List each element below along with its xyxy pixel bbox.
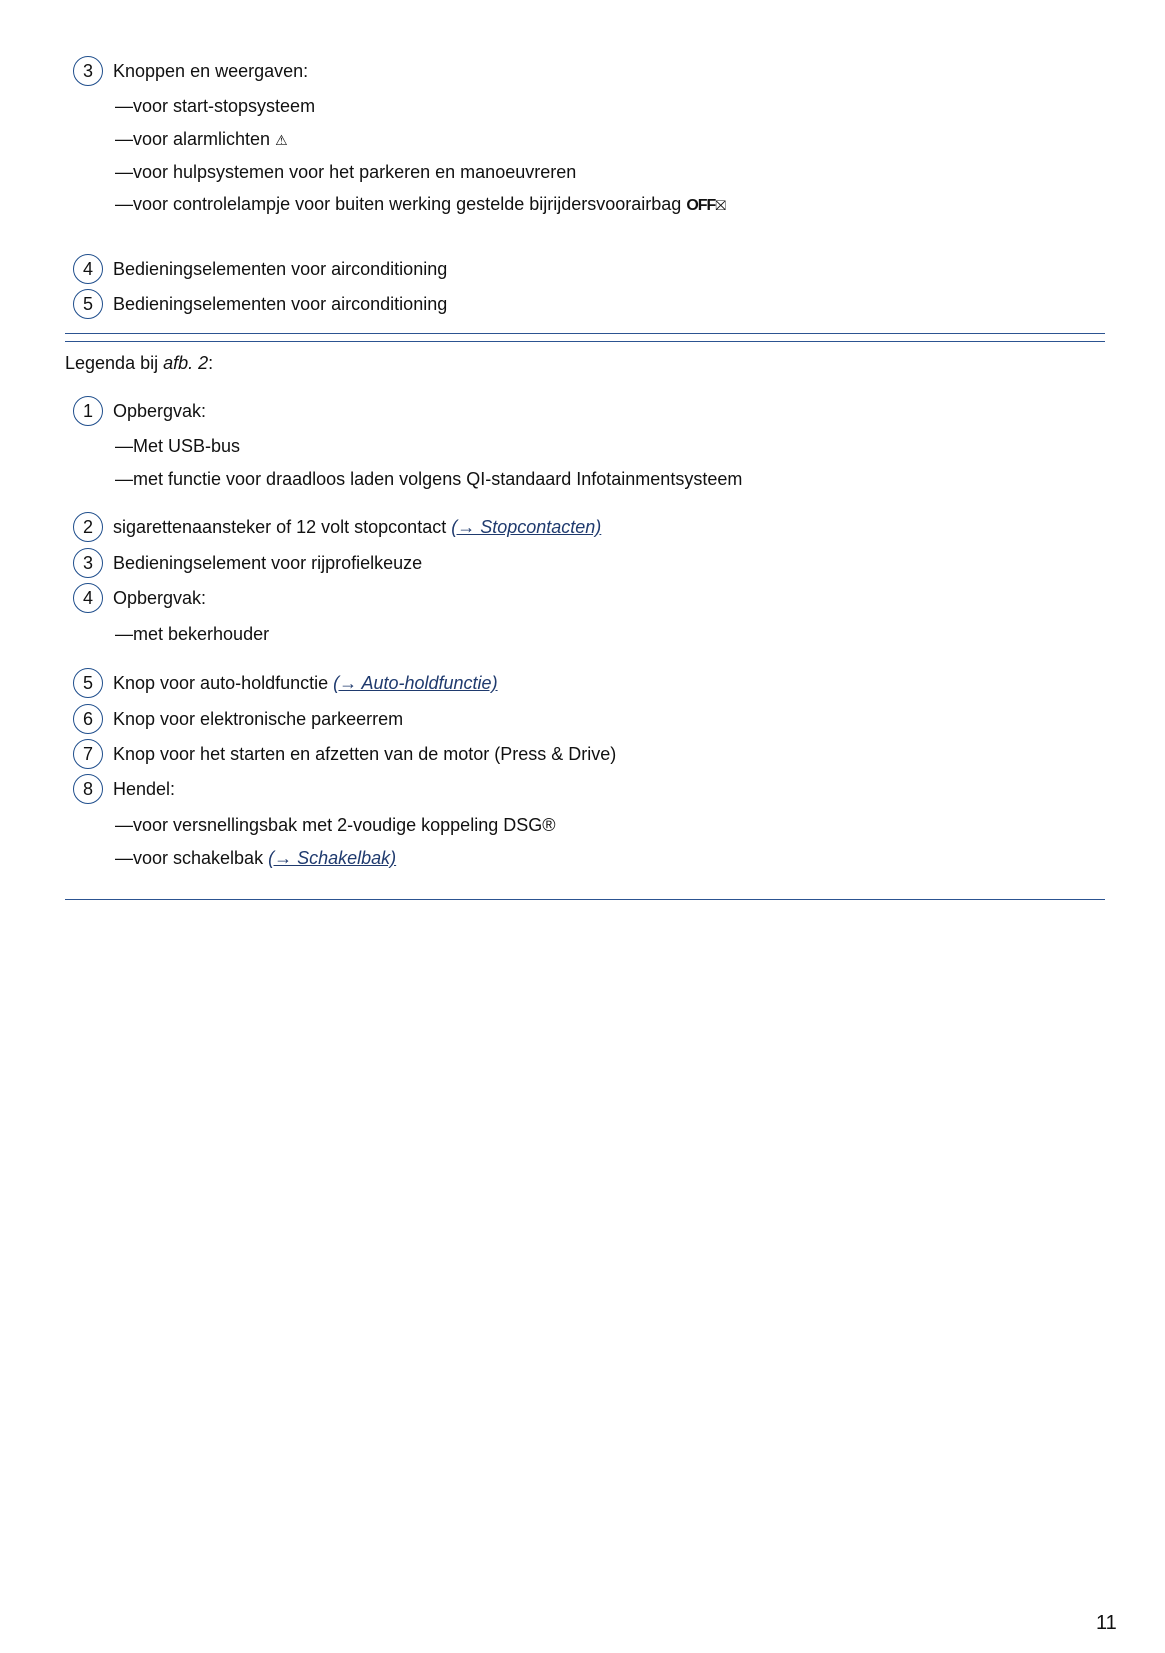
- item-number-badge: 5: [73, 289, 103, 319]
- sub-item-label: voor hulpsystemen voor het parkeren en manoeuvreren: [133, 162, 577, 182]
- page-number: 11: [1096, 1612, 1117, 1634]
- item-number-badge: 3: [73, 548, 103, 578]
- sub-item-label: voor controlelampje voor buiten werking gestelde bijrijdersvoorairbag: [133, 194, 682, 214]
- sub-item-label: voor schakelbak: [133, 848, 269, 868]
- item-number-badge: 1: [73, 396, 103, 426]
- dash: —: [115, 469, 133, 489]
- airbag-off-icon: OFF: [686, 197, 716, 214]
- dash: —: [115, 815, 133, 835]
- dash: —: [115, 436, 133, 456]
- sub-item-label: Met USB-bus: [133, 436, 241, 456]
- auto-holdfunctie-link[interactable]: (→ Auto-holdfunctie): [333, 673, 498, 693]
- sub-item-label: voor start-stopsysteem: [133, 96, 316, 116]
- hazard-warning-icon: ⚠: [275, 132, 288, 149]
- dash: —: [115, 96, 133, 116]
- item-label: Knop voor het starten en afzetten van de motor (Press & Drive): [113, 744, 617, 764]
- item-label: Hendel:: [113, 779, 176, 799]
- item-number-badge: 4: [73, 583, 103, 613]
- item-label: Knoppen en weergaven:: [113, 61, 309, 81]
- item-label: Opbergvak:: [113, 588, 207, 608]
- figure-reference: afb. 2: [163, 353, 209, 373]
- item-label: Bedieningselementen voor airconditioning: [113, 259, 448, 279]
- sub-item-label: voor alarmlichten: [133, 129, 271, 149]
- item-number-badge: 7: [73, 739, 103, 769]
- item-label: Bedieningselement voor rijprofielkeuze: [113, 553, 423, 573]
- stopcontacten-link[interactable]: (→ Stopcontacten): [451, 517, 602, 537]
- divider: [65, 899, 1105, 900]
- sub-item-label: voor versnellingsbak met 2-voudige koppeling DSG®: [133, 815, 556, 835]
- sub-item-label: met functie voor draadloos laden volgens QI-standaard Infotainmentsysteem: [133, 469, 743, 489]
- dash: —: [115, 129, 133, 149]
- item-number-badge: 3: [73, 56, 103, 86]
- item-label: Knop voor auto-holdfunctie: [113, 673, 334, 693]
- legend-prefix: Legenda bij: [65, 353, 164, 373]
- item-label: sigarettenaansteker of 12 volt stopcontact: [113, 517, 452, 537]
- item-label: Opbergvak:: [113, 401, 207, 421]
- item-number-badge: 6: [73, 704, 103, 734]
- item-number-badge: 4: [73, 254, 103, 284]
- dash: —: [115, 194, 133, 214]
- passenger-airbag-icon: ⛝: [715, 197, 726, 214]
- sub-item-label: met bekerhouder: [133, 624, 270, 644]
- divider: [65, 341, 1105, 342]
- legend-suffix: :: [208, 353, 214, 373]
- dash: —: [115, 162, 133, 182]
- item-label: Knop voor elektronische parkeerrem: [113, 709, 404, 729]
- divider: [65, 333, 1105, 334]
- item-number-badge: 5: [73, 668, 103, 698]
- item-number-badge: 8: [73, 774, 103, 804]
- item-number-badge: 2: [73, 512, 103, 542]
- item-label: Bedieningselementen voor airconditioning: [113, 294, 448, 314]
- dash: —: [115, 624, 133, 644]
- dash: —: [115, 848, 133, 868]
- schakelbak-link[interactable]: (→ Schakelbak): [268, 848, 397, 868]
- legend-heading: [65, 348, 213, 378]
